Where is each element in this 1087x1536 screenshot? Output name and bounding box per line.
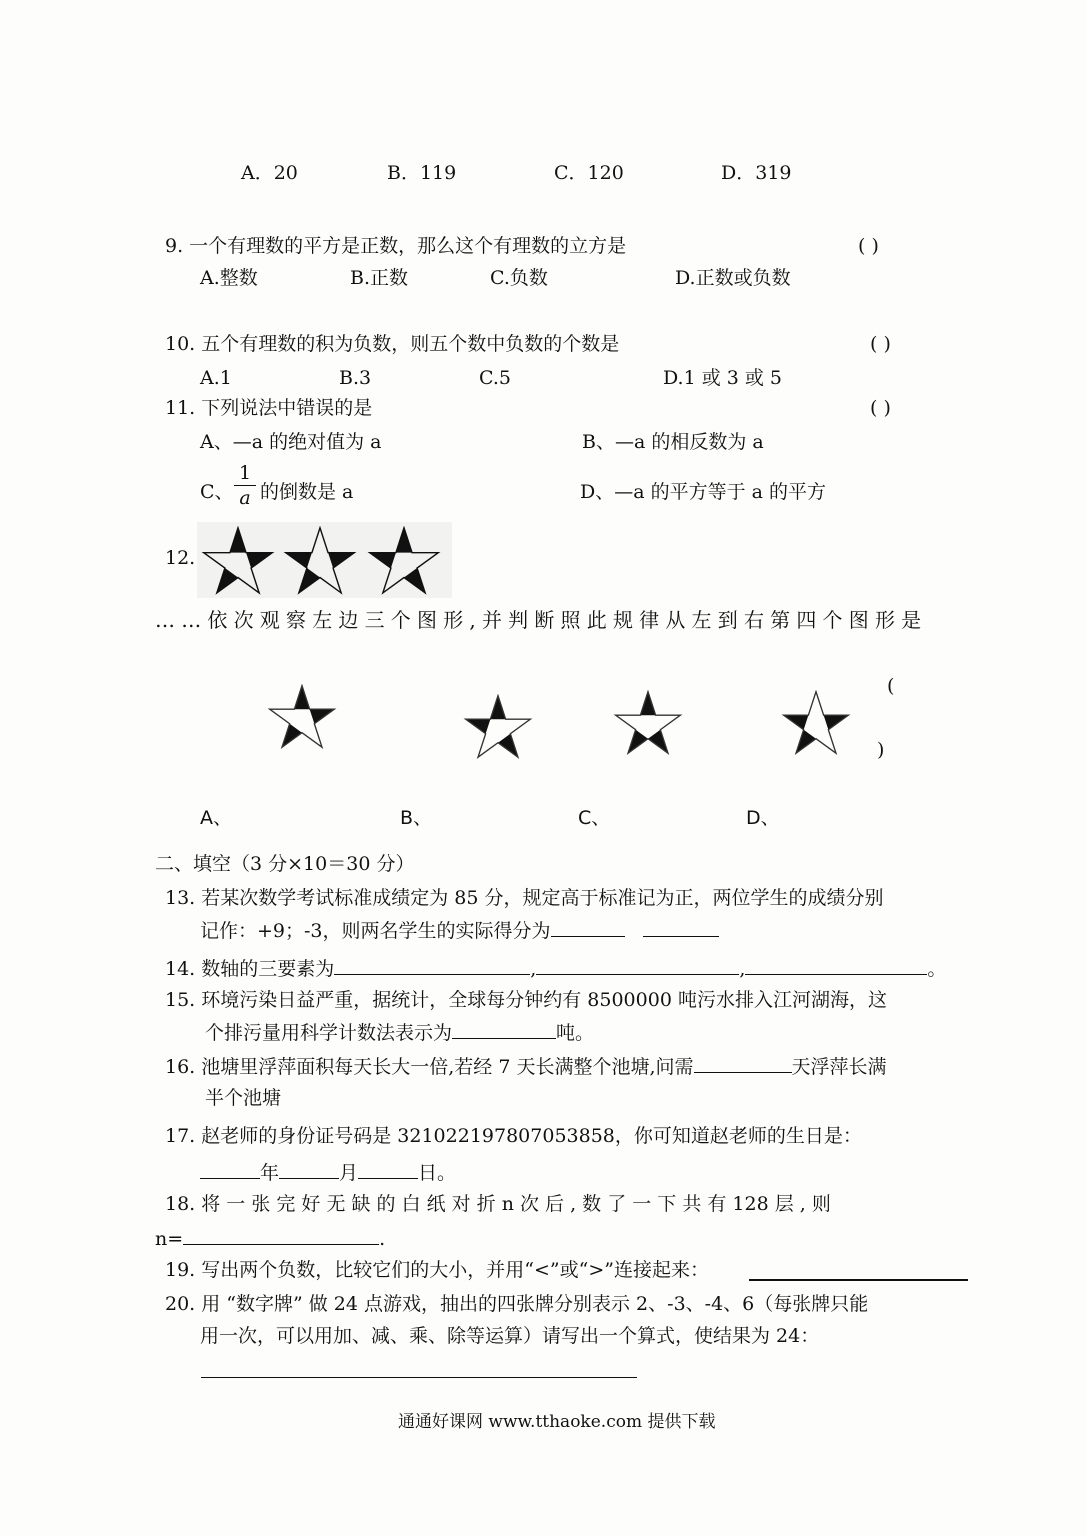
- q14-end: 。: [927, 958, 947, 980]
- q11-answer-paren: ( ): [870, 397, 891, 419]
- q11-stem: 11. 下列说法中错误的是: [165, 397, 373, 419]
- q14-sep-2: ,: [739, 958, 746, 980]
- q14-sep-1: ,: [530, 958, 537, 980]
- q18-blank[interactable]: [183, 1226, 379, 1245]
- q10-option-a: A.1: [200, 367, 232, 389]
- q20-line-1: 20. 用 “数字牌” 做 24 点游戏，抽出的四张牌分别表示 2、-3、-4、6（每张牌只能: [165, 1293, 869, 1315]
- q17-month: 月: [339, 1162, 359, 1184]
- q14-blank-2[interactable]: [536, 956, 739, 975]
- q12-option-d-label: D、: [746, 807, 780, 829]
- q20-line-2: 用一次，可以用加、减、乘、除等运算）请写出一个算式，使结果为 24：: [200, 1325, 820, 1347]
- q12-paren-close: ): [877, 739, 885, 761]
- q13-line-2-text: 记作：+9；-3，则两名学生的实际得分为: [200, 920, 551, 942]
- q13-blank-2[interactable]: [643, 918, 719, 937]
- fraction-one-over-a: [234, 462, 256, 509]
- q11-option-d: D、—a 的平方等于 a 的平方: [580, 481, 827, 503]
- q14-line: [165, 956, 946, 981]
- q17-day: 日。: [418, 1162, 457, 1184]
- q13-blank-1[interactable]: [551, 918, 625, 937]
- q9-option-a: A.整数: [200, 267, 258, 289]
- q8-option-a: A．20: [241, 162, 298, 184]
- q19-stem: 19. 写出两个负数，比较它们的大小，并用“<”或“>”连接起来：: [165, 1259, 709, 1281]
- q17-line-2: [200, 1160, 456, 1185]
- fraction-bar: [234, 485, 256, 486]
- q14-blank-1[interactable]: [334, 956, 530, 975]
- q17-month-blank[interactable]: [279, 1160, 339, 1179]
- q13-line-2: [200, 918, 719, 943]
- footer-text: 通通好课网 www.tthaoke.com 提供下载: [398, 1412, 716, 1432]
- q18-line-2a: n=: [155, 1228, 184, 1250]
- q11-option-c-prefix: C、: [200, 481, 234, 503]
- q9-answer-paren: ( ): [858, 235, 879, 257]
- q15-line-2a: 个排污量用科学计数法表示为: [205, 1022, 453, 1044]
- q20-answer-line[interactable]: [201, 1377, 637, 1378]
- q16-blank[interactable]: [694, 1054, 792, 1073]
- q11-option-b: B、—a 的相反数为 a: [582, 431, 764, 453]
- option-a-star-icon: [266, 684, 338, 752]
- q10-option-d: D.1 或 3 或 5: [663, 367, 783, 389]
- q9-option-c: C.负数: [490, 267, 548, 289]
- q10-option-b: B.3: [339, 367, 372, 389]
- q15-line-2: [205, 1020, 594, 1045]
- q12-option-c-label: C、: [578, 807, 611, 829]
- q16-line-1: [165, 1054, 887, 1079]
- q12-option-b-label: B、: [400, 807, 433, 829]
- q17-line-1: 17. 赵老师的身份证号码是 321022197807053858，你可知道赵老师的生日是：: [165, 1125, 862, 1147]
- q17-year: 年: [260, 1162, 280, 1184]
- pattern-star-2-icon: [282, 526, 358, 598]
- q14-blank-3[interactable]: [745, 956, 927, 975]
- q10-option-c: C.5: [479, 367, 511, 389]
- q19-line: [165, 1258, 709, 1282]
- q11-option-c-suffix: 的倒数是 a: [260, 481, 354, 503]
- q8-option-d: D．319: [721, 162, 792, 184]
- q17-year-blank[interactable]: [200, 1160, 260, 1179]
- option-c-star-icon: [612, 690, 684, 758]
- q19-blank[interactable]: [749, 1261, 968, 1281]
- pattern-star-1-icon: [200, 526, 276, 598]
- q9-stem: 9. 一个有理数的平方是正数，那么这个有理数的立方是: [165, 235, 627, 257]
- q12-option-a-label: A、: [200, 807, 232, 829]
- q15-blank[interactable]: [452, 1020, 556, 1039]
- section-2-heading: 二、填空（3 分×10＝30 分）: [155, 853, 415, 875]
- pattern-star-3-icon: [366, 526, 442, 598]
- q12-number: 12.: [165, 547, 196, 569]
- q9-option-d: D.正数或负数: [675, 267, 791, 289]
- q18-line-2b: .: [379, 1228, 386, 1250]
- q15-line-1: 15. 环境污染日益严重，据统计，全球每分钟约有 8500000 吨污水排入江河湖海，这: [165, 989, 887, 1011]
- fraction-numerator: 1: [238, 462, 252, 484]
- option-d-star-icon: [780, 690, 852, 758]
- q17-day-blank[interactable]: [358, 1160, 418, 1179]
- q11-option-a: A、—a 的绝对值为 a: [200, 431, 382, 453]
- option-b-star-icon: [462, 694, 534, 762]
- q16-line-1a: 16. 池塘里浮萍面积每天长大一倍,若经 7 天长满整个池塘,问需: [165, 1056, 694, 1078]
- q13-line-1: 13. 若某次数学考试标准成绩定为 85 分，规定高于标准记为正，两位学生的成绩分别: [165, 887, 884, 909]
- q8-option-c: C．120: [554, 162, 624, 184]
- q16-line-2: 半个池塘: [205, 1087, 282, 1109]
- q9-option-b: B.正数: [350, 267, 409, 289]
- q18-line-2: [155, 1226, 385, 1251]
- q12-paren-open: (: [887, 675, 895, 697]
- q8-option-b: B．119: [387, 162, 457, 184]
- q10-answer-paren: ( ): [870, 333, 891, 355]
- q18-line-1: 18. 将 一 张 完 好 无 缺 的 白 纸 对 折 n 次 后 , 数 了 一 下 共 有 128 层 , 则: [165, 1193, 831, 1215]
- q16-line-1b: 天浮萍长满: [791, 1056, 887, 1078]
- q14-stem: 14. 数轴的三要素为: [165, 958, 335, 980]
- q15-line-2b: 吨。: [556, 1022, 595, 1044]
- q12-stem: ……依次观察左边三个图形,并判断照此规律从左到右第四个图形是: [155, 608, 928, 632]
- fraction-denominator: a: [239, 487, 251, 509]
- q10-stem: 10. 五个有理数的积为负数，则五个数中负数的个数是: [165, 333, 620, 355]
